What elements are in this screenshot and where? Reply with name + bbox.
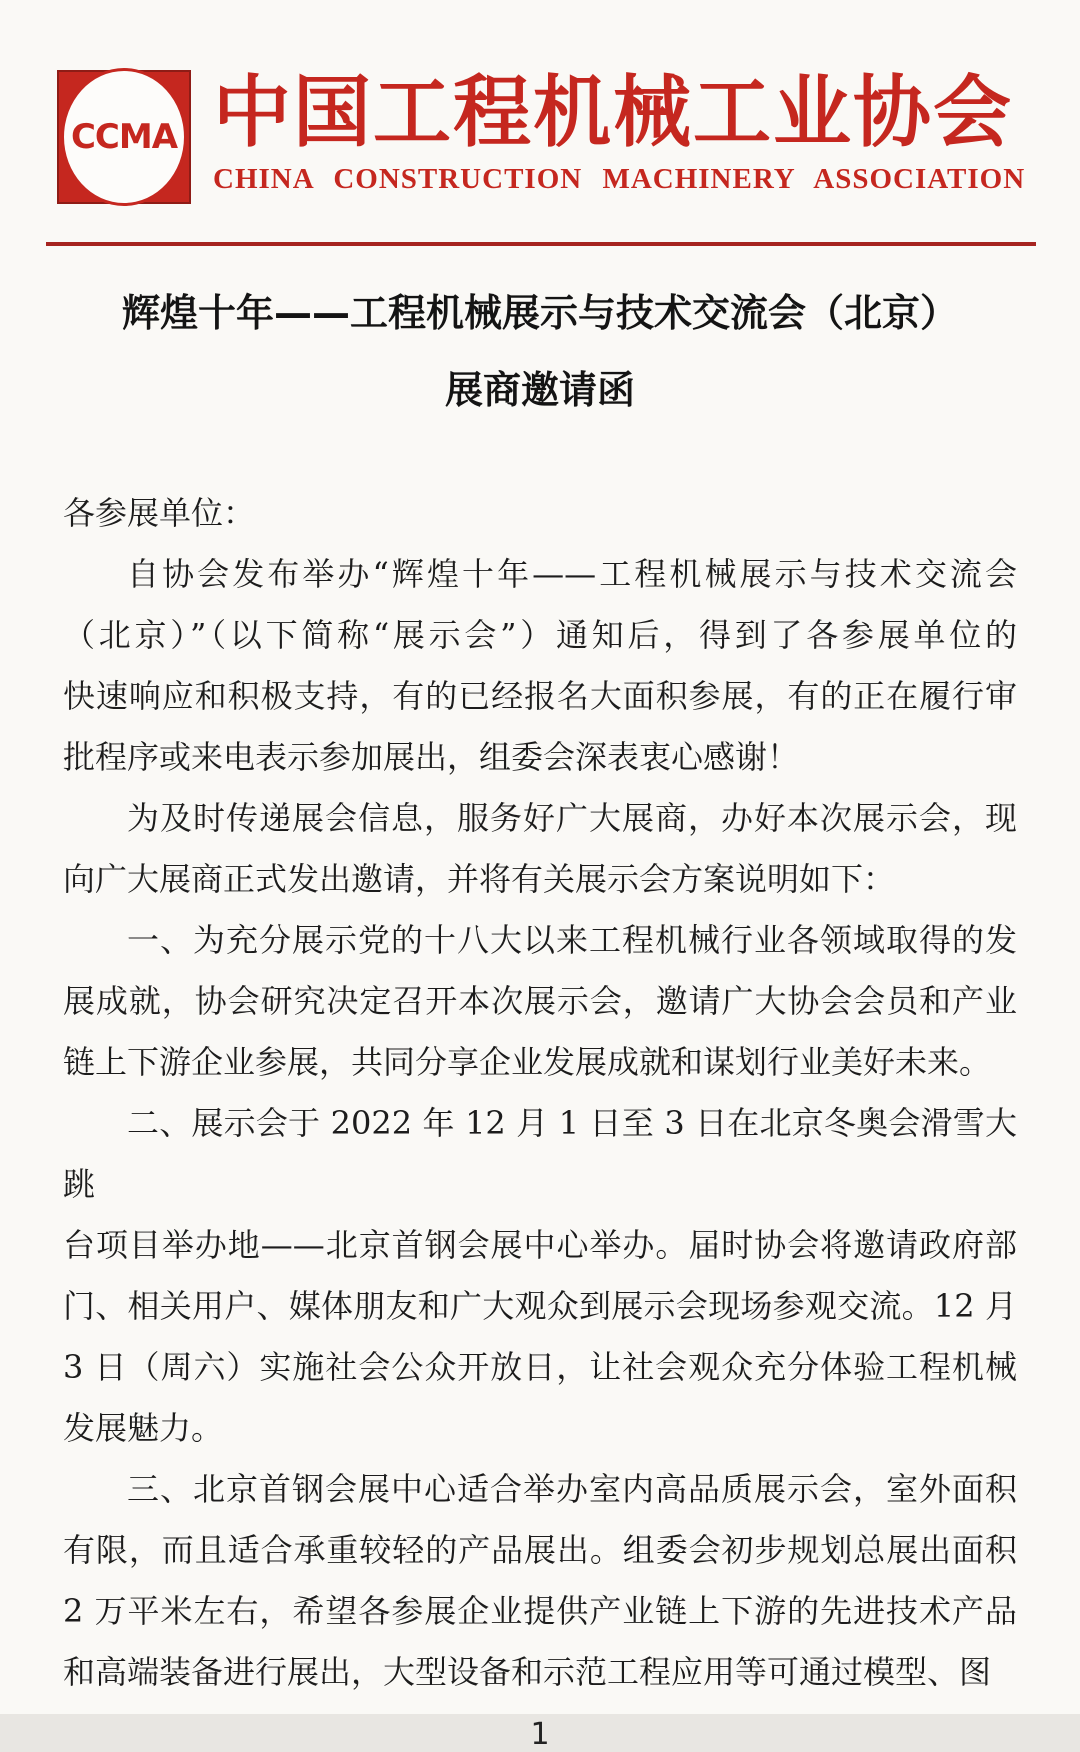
body-line: 各参展单位： [63, 494, 256, 532]
header-divider-line [46, 242, 1036, 246]
document-subtitle: 展商邀请函 [444, 368, 635, 412]
document-title: 辉煌十年——工程机械展示与技术交流会（北京） [121, 291, 958, 335]
body-line: 为及时传递展会信息，服务好广大展商，办好本次展示会，现 [127, 799, 1017, 837]
body-line: 和高端装备进行展出，大型设备和示范工程应用等可通过模型、图 [63, 1653, 992, 1691]
org-name-chinese: 中国工程机械工业协会 [213, 68, 1014, 158]
body-line: 3 日（周六）实施社会公众开放日，让社会观众充分体验工程机械 [63, 1348, 1017, 1386]
body-line: 一、为充分展示党的十八大以来工程机械行业各领域取得的发 [127, 921, 1017, 959]
body-line: 批程序或来电表示参加展出，组委会深表衷心感谢！ [63, 738, 800, 776]
page-footer [0, 1717, 1080, 1752]
body-line: 三、北京首钢会展中心适合举办室内高品质展示会，室外面积 [127, 1470, 1017, 1508]
org-names [213, 70, 1025, 196]
org-name-english: CHINA CONSTRUCTION MACHINERY ASSOCIATION [213, 163, 1026, 195]
body-line: 展成就，协会研究决定召开本次展示会，邀请广大协会会员和产业 [63, 982, 1017, 1020]
body-line: 有限，而且适合承重较轻的产品展出。组委会初步规划总展出面积 [63, 1531, 1017, 1569]
letter-content [0, 290, 1080, 1703]
body-line: 2 万平米左右，希望各参展企业提供产业链上下游的先进技术产品 [63, 1592, 1017, 1630]
body-line: （北京）”（以下简称“展示会”）通知后，得到了各参展单位的 [63, 616, 1017, 654]
body-line: 自协会发布举办“辉煌十年——工程机械展示与技术交流会 [127, 555, 1017, 593]
body-line: 链上下游企业参展，共同分享企业发展成就和谋划行业美好未来。 [63, 1043, 992, 1081]
ccma-logo-ellipse [61, 68, 187, 206]
body-line: 向广大展商正式发出邀请，并将有关展示会方案说明如下： [63, 860, 896, 898]
body-line: 台项目举办地——北京首钢会展中心举办。届时协会将邀请政府部 [63, 1226, 1017, 1264]
letterhead [0, 0, 1080, 204]
ccma-logo-text: CCMA [70, 117, 178, 157]
page-number: 1 [530, 1717, 550, 1752]
ccma-logo [57, 70, 191, 204]
body-line: 门、相关用户、媒体朋友和广大观众到展示会现场参观交流。12 月 [63, 1287, 1017, 1325]
body-line: 发展魅力。 [63, 1409, 224, 1447]
body-line: 二、展示会于 2022 年 12 月 1 日至 3 日在北京冬奥会滑雪大跳 [63, 1104, 1017, 1203]
letter-body [63, 483, 1017, 1703]
body-line: 快速响应和积极支持，有的已经报名大面积参展，有的正在履行审 [63, 677, 1017, 715]
